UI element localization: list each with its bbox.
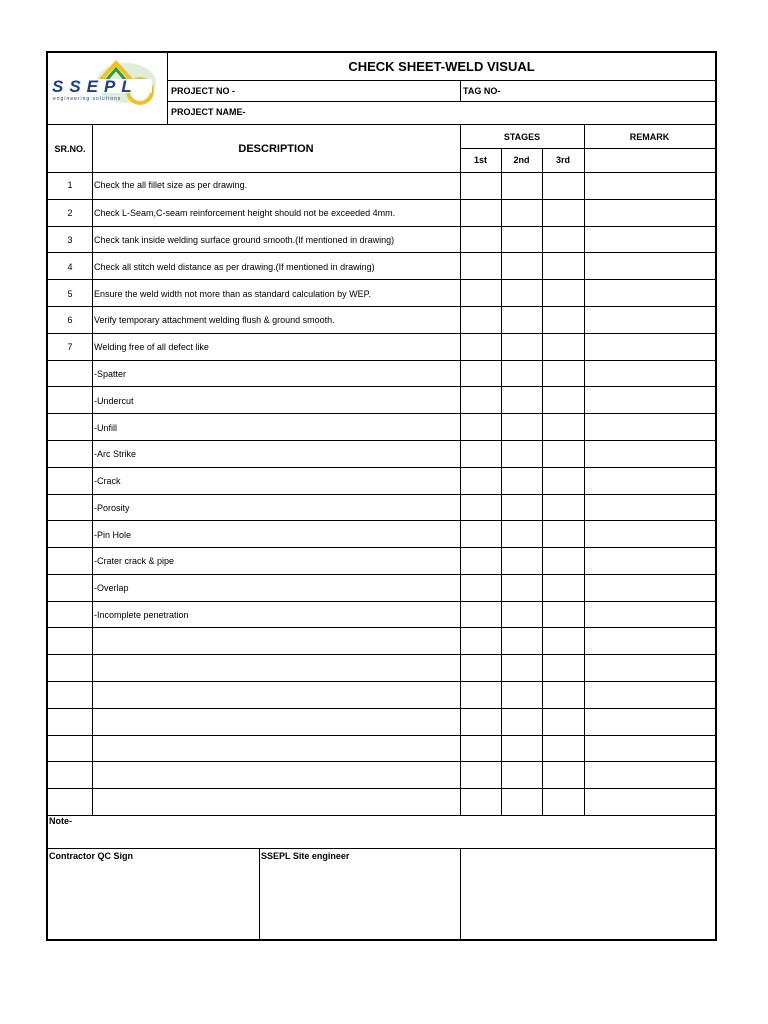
remark-cell[interactable] <box>585 628 715 655</box>
stage-1-cell[interactable] <box>461 575 501 602</box>
remark-cell[interactable] <box>585 789 715 816</box>
stage-3-cell[interactable] <box>543 736 584 763</box>
stage-1-cell[interactable] <box>461 468 501 495</box>
row-description <box>94 682 460 709</box>
stage-3-cell[interactable] <box>543 414 584 441</box>
row-description: Check all stitch weld distance as per drawing.(If mentioned in drawing) <box>94 261 375 272</box>
table-row <box>48 788 715 816</box>
row-description: -Overlap <box>94 583 129 594</box>
tag-no-label: TAG NO- <box>463 85 501 96</box>
stage-2-cell[interactable] <box>502 575 542 602</box>
row-description: -Crater crack & pipe <box>94 556 175 567</box>
project-no-label: PROJECT NO - <box>171 85 236 96</box>
row-description: -Arc Strike <box>94 449 137 460</box>
stage-2-cell[interactable] <box>502 414 542 441</box>
remark-cell[interactable] <box>585 762 715 789</box>
stage-2-cell[interactable] <box>502 334 542 361</box>
row-description: Check L-Seam,C-seam reinforcement height should not be exceeded 4mm. <box>94 208 396 219</box>
srno-header: SR.NO. <box>54 143 86 154</box>
stage-3-cell[interactable] <box>543 361 584 388</box>
row-srno <box>48 602 92 629</box>
stage-1-cell[interactable] <box>461 280 501 307</box>
table-row <box>48 333 715 361</box>
row-description: -Spatter <box>94 368 127 379</box>
table-row <box>48 172 715 199</box>
stage-1-cell[interactable] <box>461 227 501 254</box>
table-row <box>48 440 715 468</box>
remark-cell[interactable] <box>585 253 715 280</box>
row-description: -Porosity <box>94 502 130 513</box>
stage-1-cell[interactable] <box>461 387 501 414</box>
stage-1-cell[interactable] <box>461 655 501 682</box>
remark-cell[interactable] <box>585 200 715 227</box>
row-srno <box>48 414 92 441</box>
table-row <box>48 627 715 655</box>
stage-1-cell[interactable] <box>461 709 501 736</box>
table-row <box>48 520 715 548</box>
stage-2-cell[interactable] <box>502 172 542 199</box>
stage-1-cell[interactable] <box>461 361 501 388</box>
stage-2-cell[interactable] <box>502 280 542 307</box>
stage-2-header: 2nd <box>513 155 530 165</box>
table-row <box>48 467 715 495</box>
stage-2-cell[interactable] <box>502 789 542 816</box>
stage-3-cell[interactable] <box>543 602 584 629</box>
stage-1-cell[interactable] <box>461 253 501 280</box>
stage-1-cell[interactable] <box>461 414 501 441</box>
stage-3-cell[interactable] <box>543 334 584 361</box>
stage-2-cell[interactable] <box>502 602 542 629</box>
stage-3-cell[interactable] <box>543 387 584 414</box>
logo-tagline: engineering solutions <box>53 96 122 102</box>
stage-3-cell[interactable] <box>543 789 584 816</box>
stage-1-cell[interactable] <box>461 762 501 789</box>
row-description: -Incomplete penetration <box>94 610 189 621</box>
row-description: Verify temporary attachment welding flush & ground smooth. <box>94 315 335 326</box>
description-header: DESCRIPTION <box>238 142 314 155</box>
stage-3-cell[interactable] <box>543 307 584 334</box>
stage-1-cell[interactable] <box>461 789 501 816</box>
remark-cell[interactable] <box>585 334 715 361</box>
stage-3-cell[interactable] <box>543 521 584 548</box>
remark-cell[interactable] <box>585 575 715 602</box>
stage-2-cell[interactable] <box>502 441 542 468</box>
stage-1-header: 1st <box>473 155 487 165</box>
stage-2-cell[interactable] <box>502 628 542 655</box>
remark-cell[interactable] <box>585 495 715 522</box>
remark-cell[interactable] <box>585 468 715 495</box>
row-srno <box>48 521 92 548</box>
stage-3-cell[interactable] <box>543 227 584 254</box>
remark-cell[interactable] <box>585 307 715 334</box>
row-description: -Undercut <box>94 395 134 406</box>
table-row <box>48 761 715 789</box>
note-label: Note- <box>49 816 72 826</box>
remark-cell[interactable] <box>585 414 715 441</box>
row-description <box>94 789 460 816</box>
remark-cell[interactable] <box>585 736 715 763</box>
stage-3-header: 3rd <box>555 155 570 165</box>
stage-1-cell[interactable] <box>461 495 501 522</box>
table-row <box>48 279 715 307</box>
contractor-qc-sign-label: Contractor QC Sign <box>49 851 134 861</box>
table-row <box>48 681 715 709</box>
stage-3-cell[interactable] <box>543 548 584 575</box>
stage-1-cell[interactable] <box>461 334 501 361</box>
row-srno: 7 <box>67 342 73 353</box>
checklist-rows <box>48 172 715 815</box>
table-row <box>48 654 715 682</box>
stage-1-cell[interactable] <box>461 602 501 629</box>
stage-3-cell[interactable] <box>543 682 584 709</box>
row-description <box>94 762 460 789</box>
stage-3-cell[interactable] <box>543 441 584 468</box>
stage-2-cell[interactable] <box>502 736 542 763</box>
row-description: -Pin Hole <box>94 529 132 540</box>
row-description <box>94 628 460 655</box>
stage-2-cell[interactable] <box>502 387 542 414</box>
remark-cell[interactable] <box>585 280 715 307</box>
stage-3-cell[interactable] <box>543 172 584 199</box>
stage-3-cell[interactable] <box>543 575 584 602</box>
remark-cell[interactable] <box>585 361 715 388</box>
table-row <box>48 226 715 254</box>
row-description <box>94 655 460 682</box>
row-srno: 6 <box>67 315 73 326</box>
table-row <box>48 360 715 388</box>
stage-1-cell[interactable] <box>461 521 501 548</box>
stage-1-cell[interactable] <box>461 307 501 334</box>
stage-3-cell[interactable] <box>543 468 584 495</box>
remark-header: REMARK <box>629 131 670 142</box>
row-srno: 4 <box>67 261 73 272</box>
row-srno <box>48 682 92 709</box>
table-row <box>48 601 715 629</box>
row-srno <box>48 575 92 602</box>
row-srno <box>48 628 92 655</box>
row-srno <box>48 548 92 575</box>
row-srno: 1 <box>67 180 73 191</box>
remark-cell[interactable] <box>585 521 715 548</box>
check-sheet <box>46 51 717 941</box>
stage-3-cell[interactable] <box>543 253 584 280</box>
stage-1-cell[interactable] <box>461 628 501 655</box>
remark-cell[interactable] <box>585 548 715 575</box>
row-srno: 2 <box>67 208 73 219</box>
stage-1-cell[interactable] <box>461 682 501 709</box>
row-srno <box>48 361 92 388</box>
table-row <box>48 735 715 763</box>
table-row <box>48 252 715 280</box>
row-srno <box>48 495 92 522</box>
table-row <box>48 386 715 414</box>
remark-cell[interactable] <box>585 172 715 199</box>
remark-cell[interactable] <box>585 682 715 709</box>
stage-2-cell[interactable] <box>502 495 542 522</box>
stage-2-cell[interactable] <box>502 307 542 334</box>
stage-3-cell[interactable] <box>543 655 584 682</box>
row-description: Welding free of all defect like <box>94 342 209 353</box>
stage-2-cell[interactable] <box>502 468 542 495</box>
remark-cell[interactable] <box>585 709 715 736</box>
table-row <box>48 708 715 736</box>
stage-1-cell[interactable] <box>461 548 501 575</box>
stage-1-cell[interactable] <box>461 441 501 468</box>
stage-2-cell[interactable] <box>502 227 542 254</box>
stage-1-cell[interactable] <box>461 200 501 227</box>
table-row <box>48 306 715 334</box>
stage-2-cell[interactable] <box>502 655 542 682</box>
table-row <box>48 199 715 227</box>
page-title: CHECK SHEET-WELD VISUAL <box>348 59 535 74</box>
remark-cell[interactable] <box>585 602 715 629</box>
stage-3-cell[interactable] <box>543 762 584 789</box>
company-logo <box>48 53 168 125</box>
stage-2-cell[interactable] <box>502 253 542 280</box>
table-row <box>48 413 715 441</box>
stage-2-cell[interactable] <box>502 548 542 575</box>
table-row <box>48 547 715 575</box>
row-srno <box>48 655 92 682</box>
row-srno: 3 <box>67 234 73 245</box>
logo-text: SSEPL <box>52 77 138 96</box>
stage-3-cell[interactable] <box>543 709 584 736</box>
row-srno <box>48 441 92 468</box>
row-srno: 5 <box>67 288 73 299</box>
row-srno <box>48 468 92 495</box>
row-srno <box>48 736 92 763</box>
project-name-label: PROJECT NAME- <box>171 106 246 117</box>
remark-cell[interactable] <box>585 227 715 254</box>
table-row <box>48 574 715 602</box>
stage-2-cell[interactable] <box>502 521 542 548</box>
ssepl-site-engineer-label: SSEPL Site engineer <box>261 851 350 861</box>
stage-3-cell[interactable] <box>543 200 584 227</box>
row-srno <box>48 762 92 789</box>
row-srno <box>48 709 92 736</box>
stage-3-cell[interactable] <box>543 280 584 307</box>
table-row <box>48 494 715 522</box>
stage-2-cell[interactable] <box>502 709 542 736</box>
stage-3-cell[interactable] <box>543 495 584 522</box>
row-description: Check the all fillet size as per drawing. <box>94 180 248 191</box>
stage-2-cell[interactable] <box>502 200 542 227</box>
stage-3-cell[interactable] <box>543 628 584 655</box>
stage-1-cell[interactable] <box>461 172 501 199</box>
stage-2-cell[interactable] <box>502 682 542 709</box>
stage-2-cell[interactable] <box>502 762 542 789</box>
row-description: -Crack <box>94 476 121 487</box>
row-description <box>94 736 460 763</box>
row-description: Ensure the weld width not more than as standard calculation by WEP. <box>94 288 371 299</box>
stages-header: STAGES <box>503 131 541 142</box>
remark-cell[interactable] <box>585 387 715 414</box>
row-description <box>94 709 460 736</box>
row-srno <box>48 387 92 414</box>
stage-2-cell[interactable] <box>502 361 542 388</box>
stage-1-cell[interactable] <box>461 736 501 763</box>
remark-cell[interactable] <box>585 441 715 468</box>
remark-cell[interactable] <box>585 655 715 682</box>
row-description: Check tank inside welding surface ground smooth.(If mentioned in drawing) <box>94 234 395 245</box>
row-srno <box>48 789 92 816</box>
row-description: -Unfill <box>94 422 118 433</box>
